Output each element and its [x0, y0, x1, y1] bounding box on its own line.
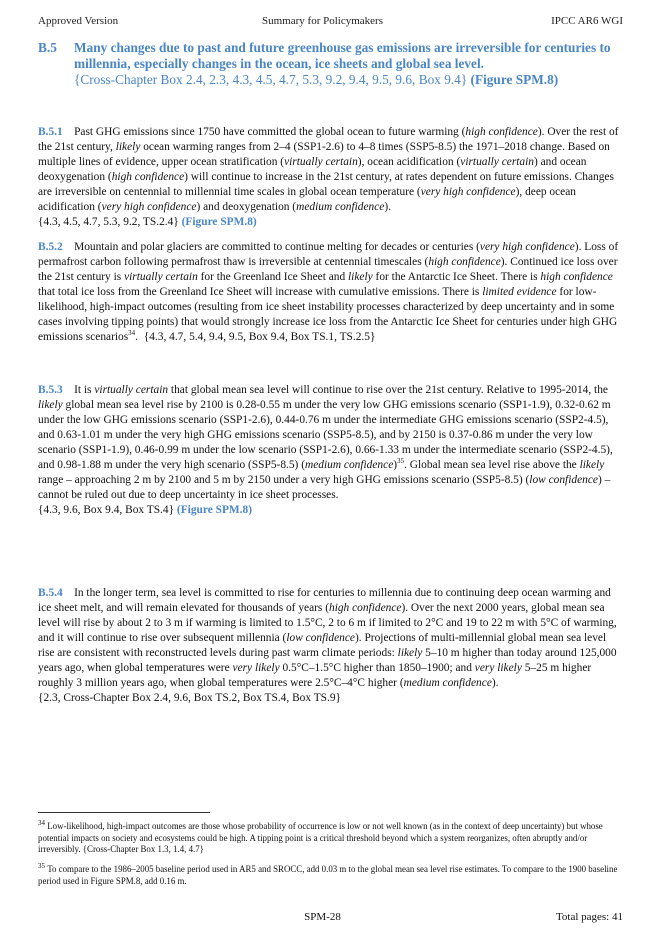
- ref-list: {4.3, 9.6, Box 9.4, Box TS.4}: [38, 504, 175, 516]
- text: range – approaching 2 m by 2100 and 5 m by 2150 under a very high GHG emissions scenario (SSP5-8.5) (: [38, 474, 530, 486]
- text: for the Antarctic Ice Sheet. There is: [372, 271, 541, 283]
- headline-b5: [38, 40, 620, 88]
- text: ).: [384, 201, 392, 213]
- text: ), ocean acidification (: [357, 156, 461, 168]
- confidence-term: medium confidence: [305, 459, 394, 471]
- page-number: SPM-28: [304, 911, 341, 923]
- paragraph-number: B.5.4: [38, 587, 63, 599]
- header-section: Summary for Policymakers: [262, 15, 383, 27]
- text: ), deep ocean acidification (: [38, 186, 576, 213]
- ref-list: {4.3, 4.5, 4.7, 5.3, 9.2, TS.2.4}: [38, 216, 179, 228]
- text: ) and deoxygenation (: [196, 201, 297, 213]
- figure-link[interactable]: (Figure SPM.8): [181, 216, 257, 228]
- text: ) will continue to increase in the 21st century, at rates dependent on future emissions. Changes are irreversible on centennial to millennial time scales in global ocean temperature (: [38, 171, 614, 198]
- text: that global mean sea level will continue to rise over the 21st century. Relative to 1995-2014, the: [168, 384, 608, 396]
- footnote-number: 35: [38, 862, 45, 871]
- headline-figure-link[interactable]: (Figure SPM.8): [470, 72, 559, 87]
- figure-link[interactable]: (Figure SPM.8): [176, 504, 252, 516]
- likelihood-term: very likely: [474, 662, 522, 674]
- text: ) and ocean deoxygenation (: [38, 156, 587, 183]
- likelihood-term: virtually certain: [284, 156, 358, 168]
- headline-ref-list: {Cross-Chapter Box 2.4, 2.3, 4.3, 4.5, 4.7, 5.3, 9.2, 9.4, 9.5, 9.6, Box 9.4}: [74, 72, 468, 87]
- text: ). Projections of multi-millennial global mean sea level rise are consistent with reconstructed levels during past warm climate periods:: [38, 632, 607, 659]
- footnote-divider: [38, 812, 210, 813]
- text: that total ice loss from the Greenland Ice Sheet will increase with cumulative emissions. There is: [38, 286, 483, 298]
- paragraph-number: B.5.2: [38, 241, 63, 253]
- ref-list: {4.3, 4.7, 5.4, 9.4, 9.5, Box 9.4, Box TS.1, TS.2.5}: [143, 331, 376, 343]
- likelihood-term: likely: [115, 141, 141, 153]
- text: ). Over the next 2000 years, global mean sea level will rise by about 2 to 3 m if warming is limited to 1.5°C, 2 to 6 m if limited to 2°C and 19 to 22 m with 5°C of warming, and it will continue to rise over subsequent millennia (: [38, 602, 617, 644]
- paragraph-b5-1: [38, 125, 620, 230]
- text: . Global mean sea level rise above the: [404, 459, 580, 471]
- footnote-34: [38, 821, 620, 856]
- footnote-text: To compare to the 1986–2005 baseline period used in AR5 and SROCC, add 0.03 m to the global mean sea level rise estimates. To compare to the 1900 baseline period used in Figure SPM.8, add 0.16 m.: [38, 864, 618, 886]
- footnote-35: [38, 864, 620, 887]
- confidence-term: high confidence: [540, 271, 613, 283]
- likelihood-term: likely: [579, 459, 605, 471]
- headline-number: B.5: [38, 40, 57, 55]
- text: for the Greenland Ice Sheet and: [197, 271, 349, 283]
- paragraph-number: B.5.1: [38, 126, 63, 138]
- paragraph-b5-2: [38, 240, 620, 345]
- ref-list: {2.3, Cross-Chapter Box 2.4, 9.6, Box TS.2, Box TS.4, Box TS.9}: [38, 692, 342, 704]
- confidence-term: medium confidence: [403, 677, 492, 689]
- paragraph-b5-4: [38, 586, 620, 706]
- likelihood-term: likely: [38, 399, 63, 411]
- evidence-term: limited evidence: [482, 286, 557, 298]
- confidence-term: high confidence: [329, 602, 402, 614]
- likelihood-term: very likely: [232, 662, 280, 674]
- confidence-term: high confidence: [111, 171, 185, 183]
- headline-refs: [74, 72, 620, 88]
- confidence-term: medium confidence: [296, 201, 385, 213]
- likelihood-term: virtually certain: [124, 271, 198, 283]
- text: ). Continued ice loss over the 21st century is: [38, 256, 618, 283]
- text: ) – cannot be ruled out due to deep uncertainty in ice sheet processes.: [38, 474, 611, 501]
- text: Mountain and polar glaciers are committed to continue melting for decades or centuries (: [74, 241, 480, 253]
- headline-title: Many changes due to past and future greenhouse gas emissions are irreversible for centuries to millennia, especially changes in the ocean, ice sheets and global sea level.: [74, 40, 611, 71]
- text: In the longer term, sea level is committed to rise for centuries to millennia due to continuing deep ocean warming and ice sheet melt, and will remain elevated for thousands of years (: [38, 587, 611, 614]
- confidence-term: very high confidence: [479, 241, 575, 253]
- confidence-term: high confidence: [465, 126, 538, 138]
- text: ).: [491, 677, 499, 689]
- confidence-term: very high confidence: [101, 201, 197, 213]
- confidence-term: low confidence: [529, 474, 598, 486]
- confidence-term: very high confidence: [420, 186, 516, 198]
- header-report: IPCC AR6 WGI: [551, 15, 623, 27]
- text: ocean warming ranges from 2–4 (SSP1-2.6) to 4–8 times (SSP5-8.5) the 1971–2018 change. Based on multiple lines of evidence, upper ocean stratification (: [38, 141, 610, 168]
- paragraph-b5-3: [38, 383, 620, 518]
- text: 5–10 m higher than today around 125,000 years ago, when global temperatures were: [38, 647, 617, 674]
- likelihood-term: virtually certain: [460, 156, 534, 168]
- text: global mean sea level rise by 2100 is 0.28-0.55 m under the very low GHG emissions scenario (SSP1-1.9), 0.32-0.62 m under the low GHG emissions scenario (SSP1-2.6), 0.44-0.76 m under the intermediate GHG emissions scenario (SSP2-4.5), and 0.63-1.01 m under the very high GHG emissions scenario (SSP5-8.5), and by 2150 is 0.37-0.86 m under the very low scenario (SSP1-1.9), 0.46-0.99 m under the low scenario (SSP1-2.6), 0.66-1.33 m under the intermediate scenario (SSP2-4.5), and 0.98-1.88 m under the very high scenario (SSP5-8.5) (: [38, 399, 613, 471]
- total-pages: Total pages: 41: [555, 911, 623, 923]
- text: ). Loss of permafrost carbon following permafrost thaw is irreversible at centennial timescales (: [38, 241, 619, 268]
- text: Past GHG emissions since 1750 have committed the global ocean to future warming (: [74, 126, 466, 138]
- text: It is: [74, 384, 95, 396]
- text: ): [393, 459, 398, 471]
- paragraph-number: B.5.3: [38, 384, 63, 396]
- text: .: [135, 331, 139, 343]
- likelihood-term: likely: [397, 647, 423, 659]
- likelihood-term: likely: [348, 271, 373, 283]
- footnote-ref[interactable]: 35: [397, 457, 405, 466]
- likelihood-term: virtually certain: [94, 384, 169, 396]
- text: 0.5°C–1.5°C higher than 1850–1900; and: [279, 662, 475, 674]
- footnote-ref[interactable]: 34: [128, 329, 136, 338]
- text: ). Over the rest of the 21st century,: [38, 126, 619, 153]
- text: for low-likelihood, high-impact outcomes (resulting from ice sheet instability processes characterized by deep uncertainty and in some cases involving tipping points) that would strongly increase ice loss from the Antarctic Ice Sheet for centuries under high GHG emissions scenarios: [38, 286, 618, 343]
- confidence-term: high confidence: [428, 256, 501, 268]
- header-version: Approved Version: [38, 15, 119, 27]
- footnote-text: Low-likelihood, high-impact outcomes are those whose probability of occurrence is low or not well known (as in the context of deep uncertainty) but whose potential impacts on society and ecosystems could be high. A tipping point is a critical threshold beyond which a system reorganizes, often abruptly and/or irreversibly. {Cross-Chapter Box 1.3, 1.4, 4.7}: [38, 821, 603, 854]
- footnote-number: 34: [38, 819, 45, 828]
- text: 5–25 m higher roughly 3 million years ago, when global temperatures were 2.5°C–4°C higher (: [38, 662, 592, 689]
- confidence-term: low confidence: [286, 632, 355, 644]
